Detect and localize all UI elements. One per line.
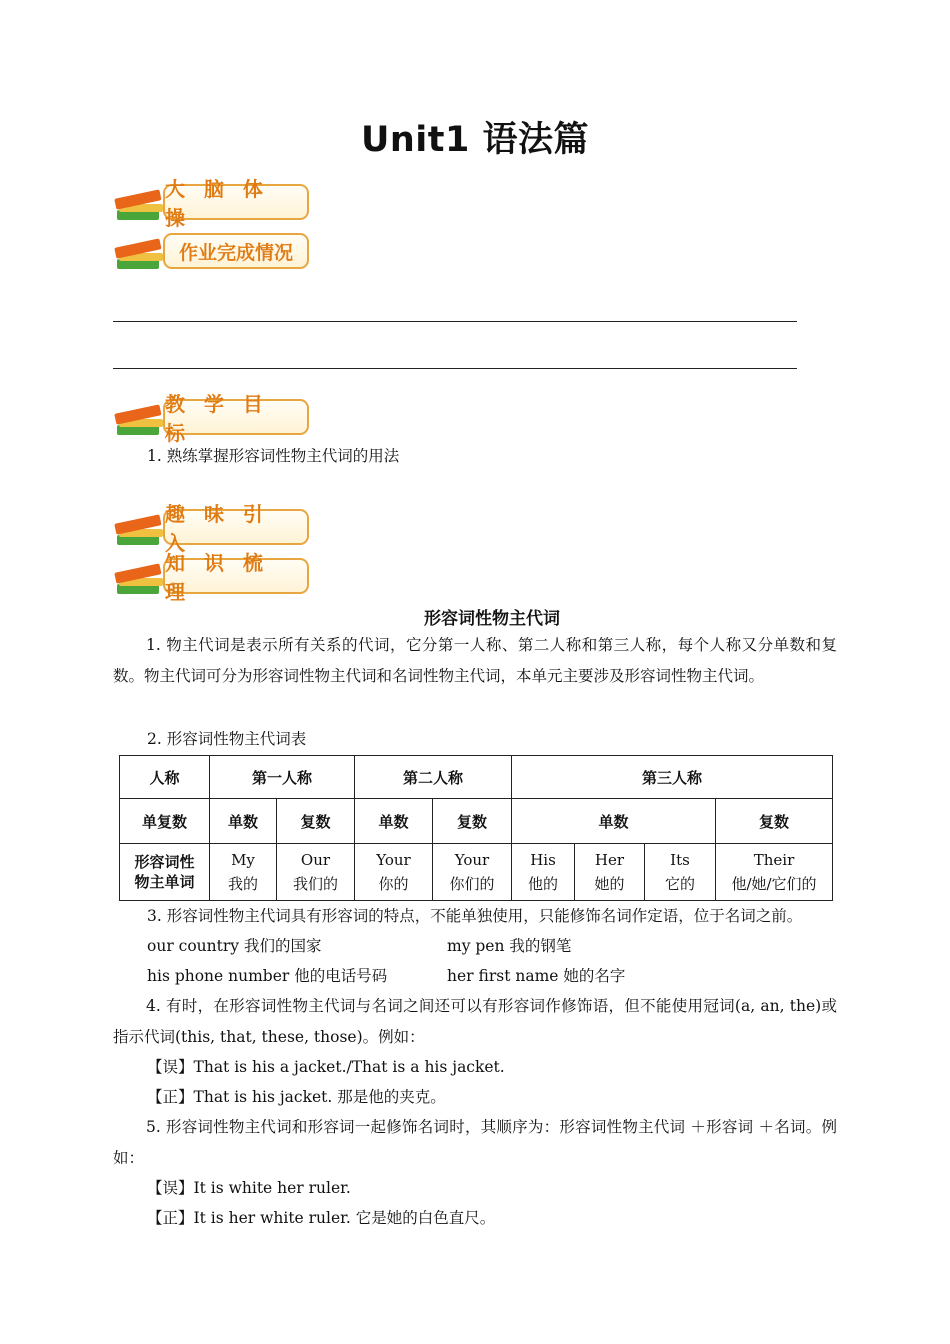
header-singular: 单数	[210, 799, 277, 844]
badge-brain-exercise	[113, 177, 313, 230]
paragraph-5: 5. 形容词性物主代词和形容词一起修饰名词时，其顺序为：形容词性物主代词 ＋形容词 ＋名词。例如：	[113, 1118, 837, 1167]
paragraph-1: 1. 物主代词是表示所有关系的代词，它分第一人称、第二人称和第三人称，每个人称又分单数和复数。物主代词可分为形容词性物主代词和名词性物主代词，本单元主要涉及形容词性物主代词。	[113, 636, 837, 685]
badge-label: 大 脑 体 操	[163, 184, 309, 220]
header-plural: 复数	[433, 799, 512, 844]
badge-label: 趣 味 引 入	[163, 509, 309, 545]
badge-homework	[113, 229, 313, 277]
wrong-example-1: 【误】That is his a jacket./That is a his jacket.	[147, 1058, 505, 1076]
header-singular: 单数	[512, 799, 716, 844]
right-example-2: 【正】It is her white ruler. 它是她的白色直尺。	[147, 1209, 496, 1227]
answer-line	[113, 368, 797, 369]
example-1: our country 我们的国家	[147, 937, 322, 955]
header-person: 人称	[120, 756, 210, 799]
badge-knowledge	[113, 551, 313, 604]
paragraph-3: 3. 形容词性物主代词具有形容词的特点，不能单独使用，只能修饰名词作定语，位于名词之前。	[147, 907, 803, 925]
header-plural: 复数	[277, 799, 355, 844]
badge-label: 教 学 目 标	[163, 399, 309, 435]
header-plural: 复数	[716, 799, 833, 844]
answer-line	[113, 321, 797, 322]
right-example-1: 【正】That is his jacket. 那是他的夹克。	[147, 1088, 446, 1106]
word-cell: Their 他/她/它们的	[716, 844, 833, 901]
header-first-person: 第一人称	[210, 756, 355, 799]
word-cell: My 我的	[210, 844, 277, 901]
example-4: her first name 她的名字	[447, 967, 626, 985]
word-cell: Its 它的	[645, 844, 716, 901]
word-cell: Your 你们的	[433, 844, 512, 901]
paragraph-2: 2. 形容词性物主代词表	[147, 730, 307, 748]
badge-label: 作业完成情况	[163, 233, 309, 269]
section-heading: 形容词性物主代词	[424, 609, 560, 629]
header-number: 单复数	[120, 799, 210, 844]
header-singular: 单数	[355, 799, 433, 844]
badge-fun-intro	[113, 502, 313, 555]
badge-label: 知 识 梳 理	[163, 558, 309, 594]
row-label: 形容词性物主单词	[120, 844, 210, 901]
wrong-example-2: 【误】It is white her ruler.	[147, 1179, 351, 1197]
badge-teaching-goals	[113, 392, 313, 445]
header-third-person: 第三人称	[512, 756, 833, 799]
page-title: Unit1 语法篇	[360, 120, 590, 160]
word-cell: Her 她的	[575, 844, 645, 901]
word-cell: Your 你的	[355, 844, 433, 901]
example-3: his phone number 他的电话号码	[147, 967, 388, 985]
header-second-person: 第二人称	[355, 756, 512, 799]
goal-item: 1. 熟练掌握形容词性物主代词的用法	[147, 447, 400, 465]
pronoun-table	[119, 755, 833, 901]
paragraph-4: 4. 有时，在形容词性物主代词与名词之间还可以有形容词作修饰语，但不能使用冠词(a, an, the)或指示代词(this, that, these, those)。例如：	[113, 997, 837, 1046]
word-cell: His 他的	[512, 844, 575, 901]
example-2: my pen 我的钢笔	[447, 937, 572, 955]
word-cell: Our 我们的	[277, 844, 355, 901]
